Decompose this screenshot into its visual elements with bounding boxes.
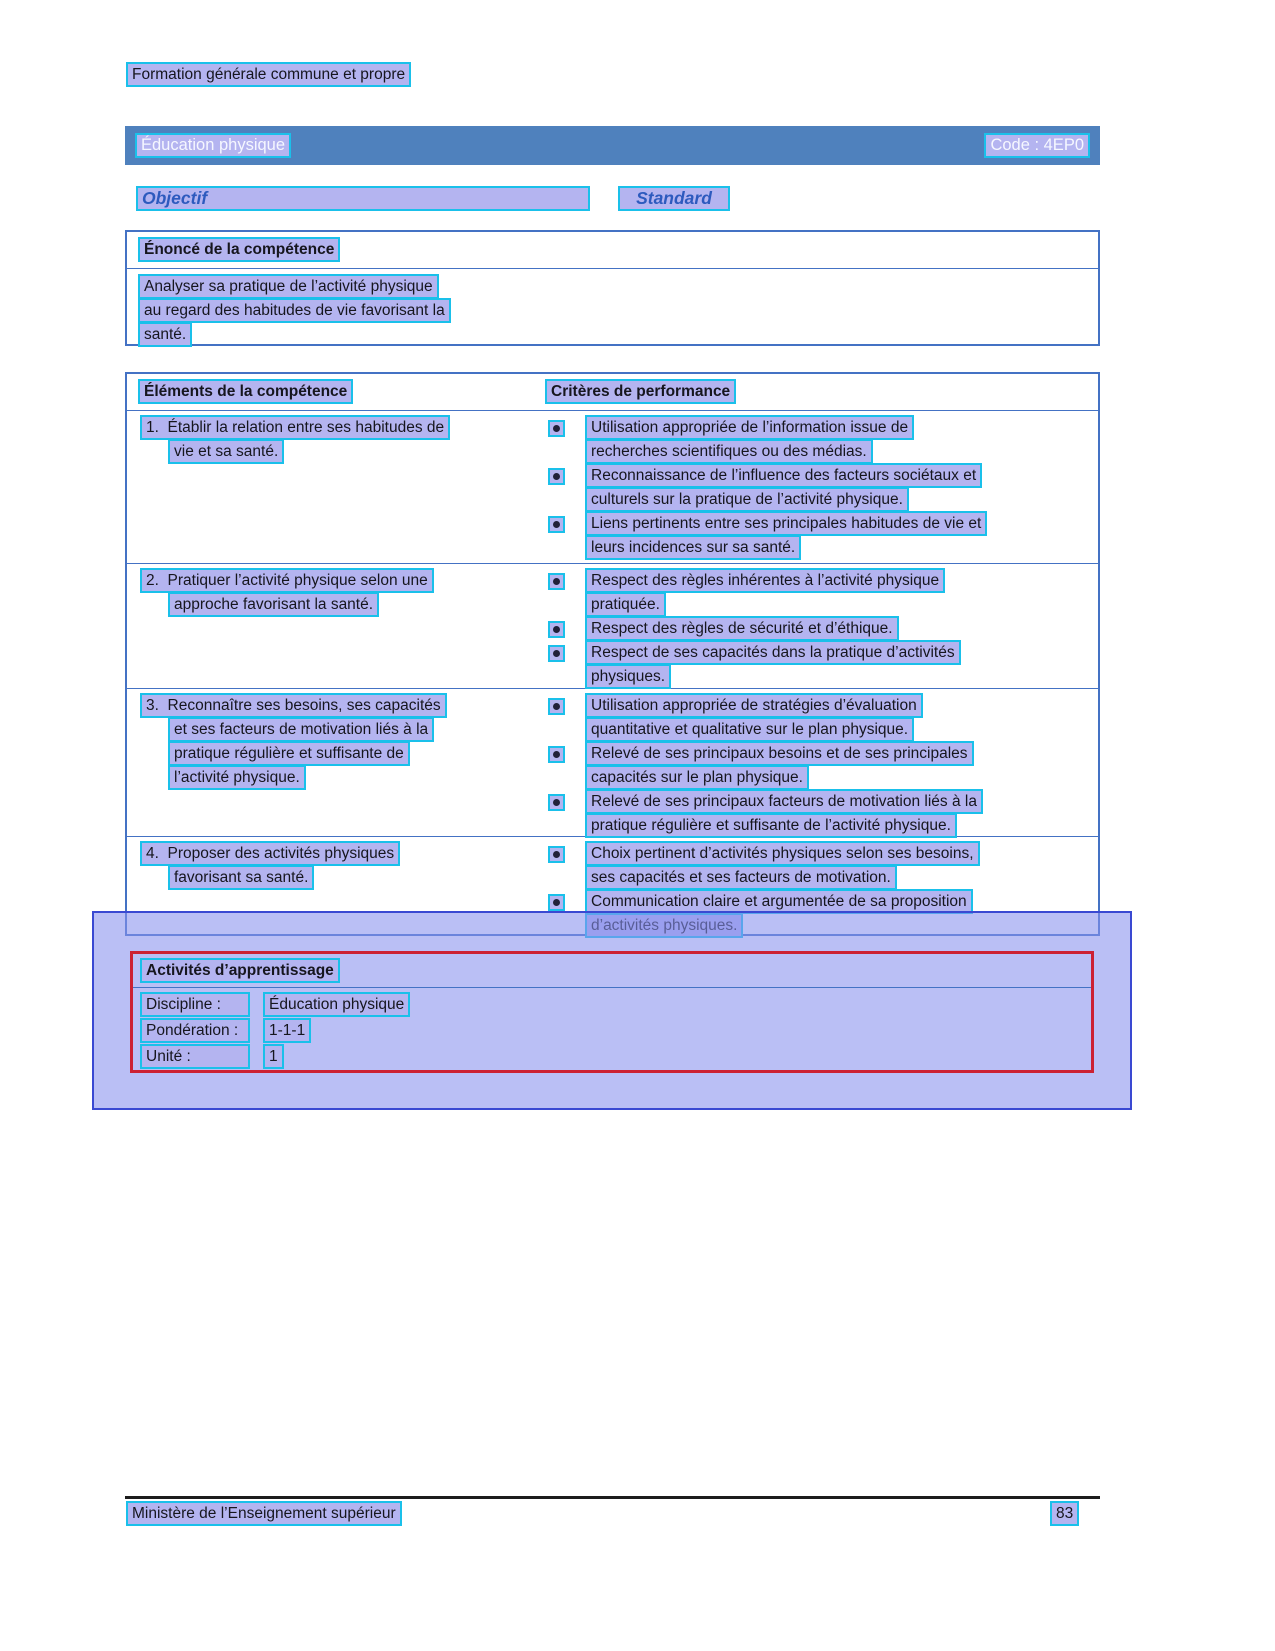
- bullet-icon: [550, 700, 563, 713]
- running-header: [128, 64, 409, 85]
- criterion-text: ses capacités et ses facteurs de motivation.: [587, 867, 895, 888]
- field-label: Pondération :: [142, 1020, 248, 1041]
- field-unite: [142, 1046, 1091, 1072]
- criterion-text: Choix pertinent d’activités physiques selon ses besoins,: [587, 843, 978, 864]
- enonce-title: Énoncé de la compétence: [140, 239, 338, 260]
- criterion-item: [547, 695, 1092, 743]
- criterion-item: [547, 791, 1092, 839]
- heading-objectif: [138, 188, 588, 209]
- bullet-icon: [550, 575, 563, 588]
- criterion-text: Respect des règles inhérentes à l’activité physique: [587, 570, 943, 591]
- activities-title-row: [133, 954, 1091, 988]
- column-header-elements-text: Éléments de la compétence: [140, 381, 351, 402]
- bullet-icon: [550, 748, 563, 761]
- criterion-item: [547, 417, 1092, 465]
- heading-standard-text: Standard: [620, 188, 728, 209]
- element-text: vie et sa santé.: [170, 441, 282, 462]
- bullet-icon: [550, 518, 563, 531]
- field-value: 1: [265, 1046, 282, 1067]
- activities-title: Activités d’apprentissage: [142, 960, 338, 981]
- criterion-text: physiques.: [587, 666, 669, 687]
- criterion-item: [547, 570, 1092, 618]
- element-text: 2. Pratiquer l’activité physique selon une: [142, 570, 432, 591]
- criterion-text: Respect des règles de sécurité et d’éthique.: [587, 618, 897, 639]
- element-cell: [127, 689, 547, 836]
- field-value: Éducation physique: [265, 994, 408, 1015]
- bullet-icon: [550, 796, 563, 809]
- enonce-body: [127, 269, 1098, 348]
- bullet-icon: [550, 470, 563, 483]
- criterion-text: quantitative et qualitative sur le plan physique.: [587, 719, 912, 740]
- criteria-cell: [547, 564, 1098, 688]
- element-text: 1. Établir la relation entre ses habitudes de: [142, 417, 448, 438]
- bullet-icon: [550, 647, 563, 660]
- column-header-criteres: [547, 381, 734, 402]
- element-text: 4. Proposer des activités physiques: [142, 843, 398, 864]
- field-label: Unité :: [142, 1046, 248, 1067]
- competence-table: [125, 372, 1100, 936]
- criterion-text: Utilisation appropriée de l’information issue de: [587, 417, 912, 438]
- criterion-text: Relevé de ses principaux facteurs de motivation liés à la: [587, 791, 981, 812]
- criterion-text: leurs incidences sur sa santé.: [587, 537, 799, 558]
- bullet-icon: [550, 422, 563, 435]
- footer-rule: [125, 1496, 1100, 1499]
- table-row: [127, 411, 1098, 563]
- element-cell: [127, 411, 547, 563]
- criterion-text: pratique régulière et suffisante de l’activité physique.: [587, 815, 955, 836]
- field-label: Discipline :: [142, 994, 248, 1015]
- criteria-cell: [547, 411, 1098, 563]
- bullet-icon: [550, 896, 563, 909]
- footer-page-number: [1052, 1503, 1077, 1524]
- footer-ministry: [128, 1503, 400, 1524]
- element-text: 3. Reconnaître ses besoins, ses capacités: [142, 695, 445, 716]
- criterion-text: Respect de ses capacités dans la pratique d’activités: [587, 642, 959, 663]
- criterion-text: Utilisation appropriée de stratégies d’évaluation: [587, 695, 921, 716]
- heading-standard: [620, 188, 728, 209]
- criterion-text: capacités sur le plan physique.: [587, 767, 807, 788]
- element-text: l’activité physique.: [170, 767, 304, 788]
- criterion-text: Liens pertinents entre ses principales habitudes de vie et: [587, 513, 985, 534]
- criterion-text: Communication claire et argumentée de sa proposition: [587, 891, 971, 912]
- criterion-item: [547, 513, 1092, 561]
- criterion-text: culturels sur la pratique de l’activité physique.: [587, 489, 907, 510]
- enonce-box: [125, 230, 1100, 346]
- footer-ministry-text: Ministère de l’Enseignement supérieur: [128, 1503, 400, 1524]
- column-header-elements: [140, 381, 351, 402]
- criterion-item: [547, 465, 1092, 513]
- criteria-cell: [547, 689, 1098, 836]
- criterion-item: [547, 642, 1092, 690]
- running-header-text: Formation générale commune et propre: [128, 64, 409, 85]
- element-text: approche favorisant la santé.: [170, 594, 377, 615]
- criterion-item: [547, 843, 1092, 891]
- banner-title: Éducation physique: [137, 135, 289, 156]
- criterion-text: recherches scientifiques ou des médias.: [587, 441, 871, 462]
- enonce-line: santé.: [140, 324, 190, 345]
- field-value: 1-1-1: [265, 1020, 309, 1041]
- enonce-line: au regard des habitudes de vie favorisant la: [140, 300, 449, 321]
- banner-code: Code : 4EP0: [986, 135, 1088, 156]
- heading-objectif-text: Objectif: [138, 188, 588, 209]
- element-cell: [127, 564, 547, 688]
- criterion-text: pratiquée.: [587, 594, 664, 615]
- bullet-icon: [550, 848, 563, 861]
- element-text: favorisant sa santé.: [170, 867, 312, 888]
- competence-table-header: [127, 374, 1098, 411]
- field-ponderation: [142, 1020, 1091, 1046]
- criterion-item: [547, 618, 1092, 642]
- table-row: [127, 563, 1098, 688]
- footer-page-number-text: 83: [1052, 1503, 1077, 1524]
- activities-box: [130, 951, 1094, 1073]
- enonce-title-row: [127, 232, 1098, 269]
- criterion-item: [547, 743, 1092, 791]
- field-discipline: [142, 994, 1091, 1020]
- activities-fields: [133, 988, 1091, 1072]
- element-text: pratique régulière et suffisante de: [170, 743, 408, 764]
- criterion-text: Reconnaissance de l’influence des facteurs sociétaux et: [587, 465, 980, 486]
- criterion-text: Relevé de ses principaux besoins et de ses principales: [587, 743, 972, 764]
- title-banner: [125, 126, 1100, 165]
- bullet-icon: [550, 623, 563, 636]
- element-text: et ses facteurs de motivation liés à la: [170, 719, 432, 740]
- enonce-line: Analyser sa pratique de l’activité physique: [140, 276, 437, 297]
- column-header-criteres-text: Critères de performance: [547, 381, 734, 402]
- table-row: [127, 688, 1098, 836]
